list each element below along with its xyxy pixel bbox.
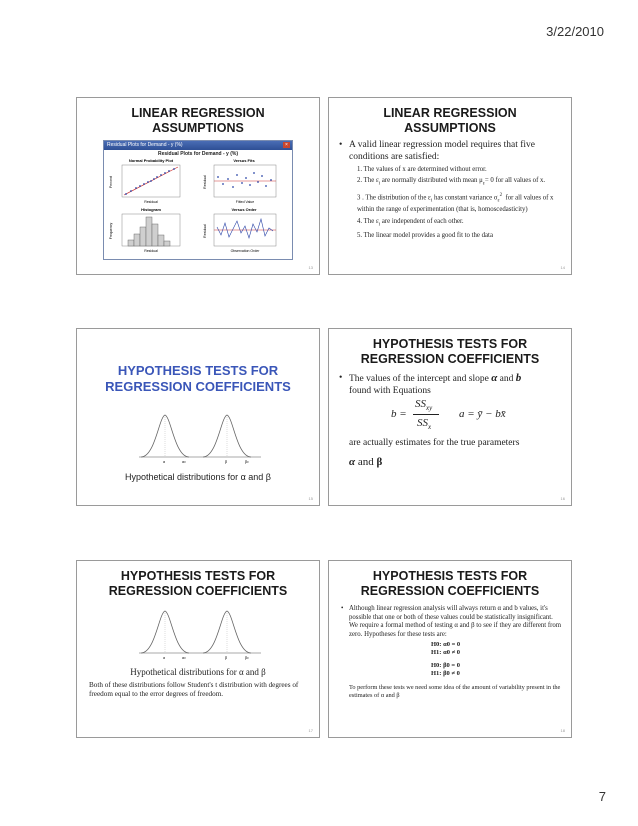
bullet-item: • A valid linear regression model requires that five conditions are satisfied:: [339, 140, 535, 162]
svg-text:Frequency: Frequency: [109, 222, 113, 240]
slide-linear-regression-assumptions-list: [328, 97, 572, 275]
bullet-item: • The values of the intercept and slope α and b found with Equations: [339, 372, 522, 396]
parameters-text: α and β: [349, 455, 383, 468]
distribution-diagram: [135, 603, 265, 663]
residual-plots: [104, 157, 290, 257]
equations: b = $SS_{xy}$ $SS_x$ a = ȳ − bx̄: [391, 398, 506, 432]
distribution-diagram: [135, 407, 265, 467]
header-date: 3/22/2010: [546, 24, 604, 39]
slide-number: 17: [308, 728, 313, 733]
list-item: 2. The $\varepsilon_i$ are normally distributed with mean $\mu_\varepsilon= 0$ for all values of x.: [357, 177, 546, 187]
svg-text:α: α: [163, 459, 166, 464]
slide-hypothesis-tests-title: [76, 328, 320, 506]
slide-title: HYPOTHESIS TESTS FOR REGRESSION COEFFICIENTS: [108, 569, 288, 598]
svg-text:β0: β0: [245, 459, 249, 464]
fits-points: [217, 172, 272, 188]
svg-text:Residual: Residual: [144, 249, 158, 253]
svg-text:β: β: [225, 459, 228, 464]
list-item: 5. The linear model provides a good fit to the data: [357, 232, 493, 240]
slide-number: 18: [560, 728, 565, 733]
slide-title: LINEAR REGRESSION ASSUMPTIONS: [383, 106, 517, 135]
svg-text:α0: α0: [182, 655, 186, 660]
slide-title: HYPOTHESIS TESTS FOR REGRESSION COEFFICIENTS: [360, 337, 540, 366]
slide-number: 16: [560, 496, 565, 501]
order-series: [217, 219, 273, 238]
slide-number: 15: [308, 496, 313, 501]
svg-text:Residual: Residual: [203, 224, 207, 238]
chart-title: Residual Plots for Demand - y (%): [157, 151, 238, 157]
page-number: 7: [598, 789, 606, 804]
minitab-window: [103, 140, 293, 260]
hist-bars: [128, 217, 170, 246]
figure-caption: Hypothetical distributions for α and β: [125, 472, 271, 482]
footer-text: To perform these tests we need some idea of the amount of variability present in the estimates of α and β: [349, 684, 561, 699]
slide-title: LINEAR REGRESSION ASSUMPTIONS: [131, 106, 265, 135]
svg-text:Fitted Value: Fitted Value: [235, 200, 255, 204]
list-item: 3 . The distribution of the $\varepsilon_i$ has constant variance $\sigma_\varepsilon^2$ for all values of x within the range of experimentation (that is, homoscedasticity): [357, 193, 554, 214]
svg-text:β: β: [225, 655, 228, 660]
slide-number: 14: [560, 265, 565, 270]
npp-title: Normal Probability Plot: [128, 158, 174, 163]
body-text: Both of these distributions follow Student's t distribution with degrees of freedom equal to the error degrees of freedom.: [89, 681, 299, 698]
estimates-text: are actually estimates for the true parameters: [349, 438, 520, 448]
svg-text:Observation Order: Observation Order: [230, 249, 260, 253]
svg-text:Residual: Residual: [203, 175, 207, 189]
list-item: 1. The values of x are determined without error.: [357, 166, 487, 173]
svg-text:α0: α0: [182, 459, 186, 464]
slide-hypothesis-tests-equations: [328, 328, 572, 506]
window-titlebar: Residual Plots for Demand - y (%) ×: [104, 141, 292, 150]
svg-text:β0: β0: [245, 655, 249, 660]
bullet-item: • Although linear regression analysis will always return α and b values, it's possible that one or both of these values could be statistically insignificant. We require a formal method of testing α and β to see if they are different from zero. Hypotheses for these tests are:: [341, 605, 562, 638]
fits-title: Versus Fits: [233, 158, 255, 163]
list-item: 4. The $\varepsilon_i$ are independent of each other.: [357, 217, 464, 227]
window-close-icon[interactable]: ×: [283, 142, 290, 148]
slide-hypothesis-tests-distributions: [76, 560, 320, 738]
svg-text:Residual: Residual: [144, 200, 158, 204]
hist-title: Histogram: [141, 207, 161, 212]
slide-number: 13: [308, 265, 313, 270]
svg-text:α: α: [163, 655, 166, 660]
figure-caption: Hypothetical distributions for α and β: [130, 667, 266, 677]
slide-hypothesis-tests-hypotheses: [328, 560, 572, 738]
hypotheses: H0: α0 = 0 H1: α0 ≠ 0 H0: β0 = 0 H1: β0 ≠ 0: [431, 641, 461, 678]
conditions-list: [339, 166, 561, 241]
order-title: Versus Order: [231, 207, 257, 212]
svg-text:Percent: Percent: [109, 175, 113, 189]
slide-title: HYPOTHESIS TESTS FOR REGRESSION COEFFICIENTS: [360, 569, 540, 598]
slide-linear-regression-assumptions-plots: [76, 97, 320, 275]
slide-title: HYPOTHESIS TESTS FOR REGRESSION COEFFICIENTS: [105, 363, 291, 394]
